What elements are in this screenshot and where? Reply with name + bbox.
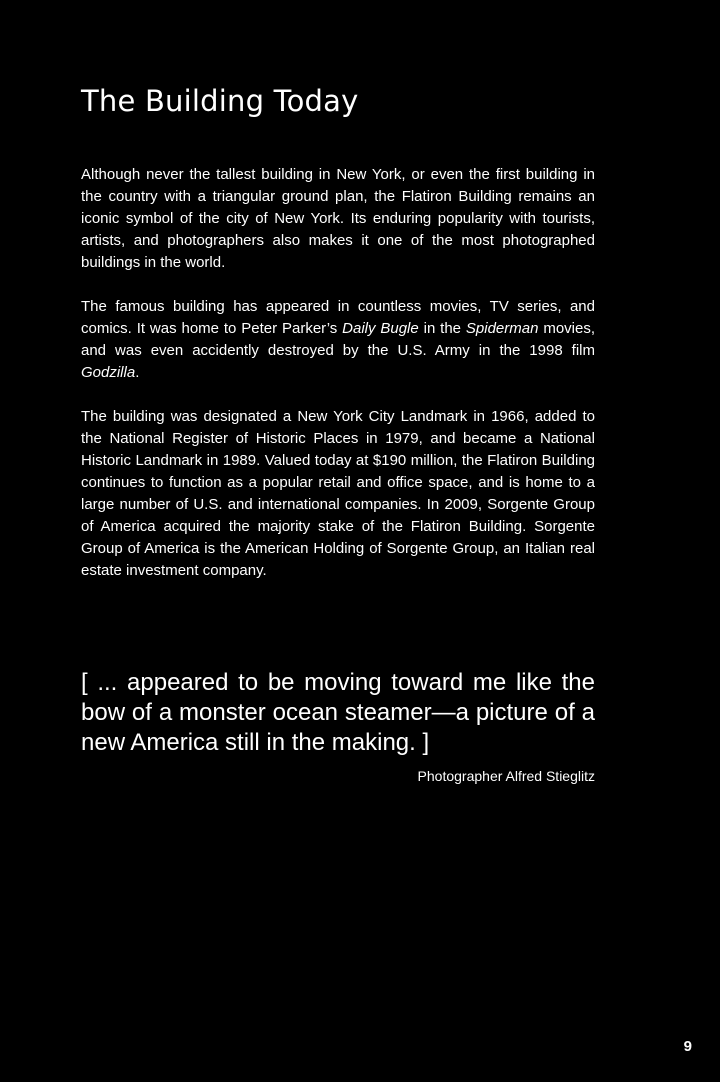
paragraph-2-text-1: The famous building has appeared in countless movies, TV series, and comics. It was home to Peter Parker’s bbox=[81, 298, 595, 337]
article-body bbox=[81, 164, 595, 604]
paragraph-2 bbox=[81, 296, 595, 384]
daily-bugle-italic: Daily Bugle bbox=[342, 320, 419, 337]
page-title: The Building Today bbox=[81, 84, 359, 118]
paragraph-2-text-4: . bbox=[135, 364, 140, 381]
paragraph-2-text-2: in the bbox=[418, 320, 466, 337]
paragraph-1: Although never the tallest building in New York, or even the first building in the country with a triangular ground plan, the Flatiron Building remains an iconic symbol of the city of New York. Its enduring popularity with tourists, artists, and photographers also makes it one of the most photographed buildings in the world. bbox=[81, 166, 595, 271]
pull-quote: [ ... appeared to be moving toward me like the bow of a monster ocean steamer—a picture of a new America still in the making. ] bbox=[81, 669, 595, 756]
quote-attribution: Photographer Alfred Stieglitz bbox=[417, 768, 595, 784]
paragraph-3: The building was designated a New York City Landmark in 1966, added to the National Register of Historic Places in 1979, and became a National Historic Landmark in 1989. Valued today at $190 million, the Flatiron Building continues to function as a popular retail and office space, and is home to a large number of U.S. and international companies. In 2009, Sorgente Group of America acquired the majority stake of the Flatiron Building. Sorgente Group of America is the American Holding of Sorgente Group, an Italian real estate investment company. bbox=[81, 408, 595, 579]
paragraph-2-text-3: movies, and was even accidently destroyed by the U.S. Army in the 1998 film bbox=[81, 320, 596, 359]
godzilla-italic: Godzilla bbox=[81, 364, 136, 381]
page-number: 9 bbox=[683, 1038, 692, 1055]
spiderman-italic: Spiderman bbox=[465, 320, 539, 337]
